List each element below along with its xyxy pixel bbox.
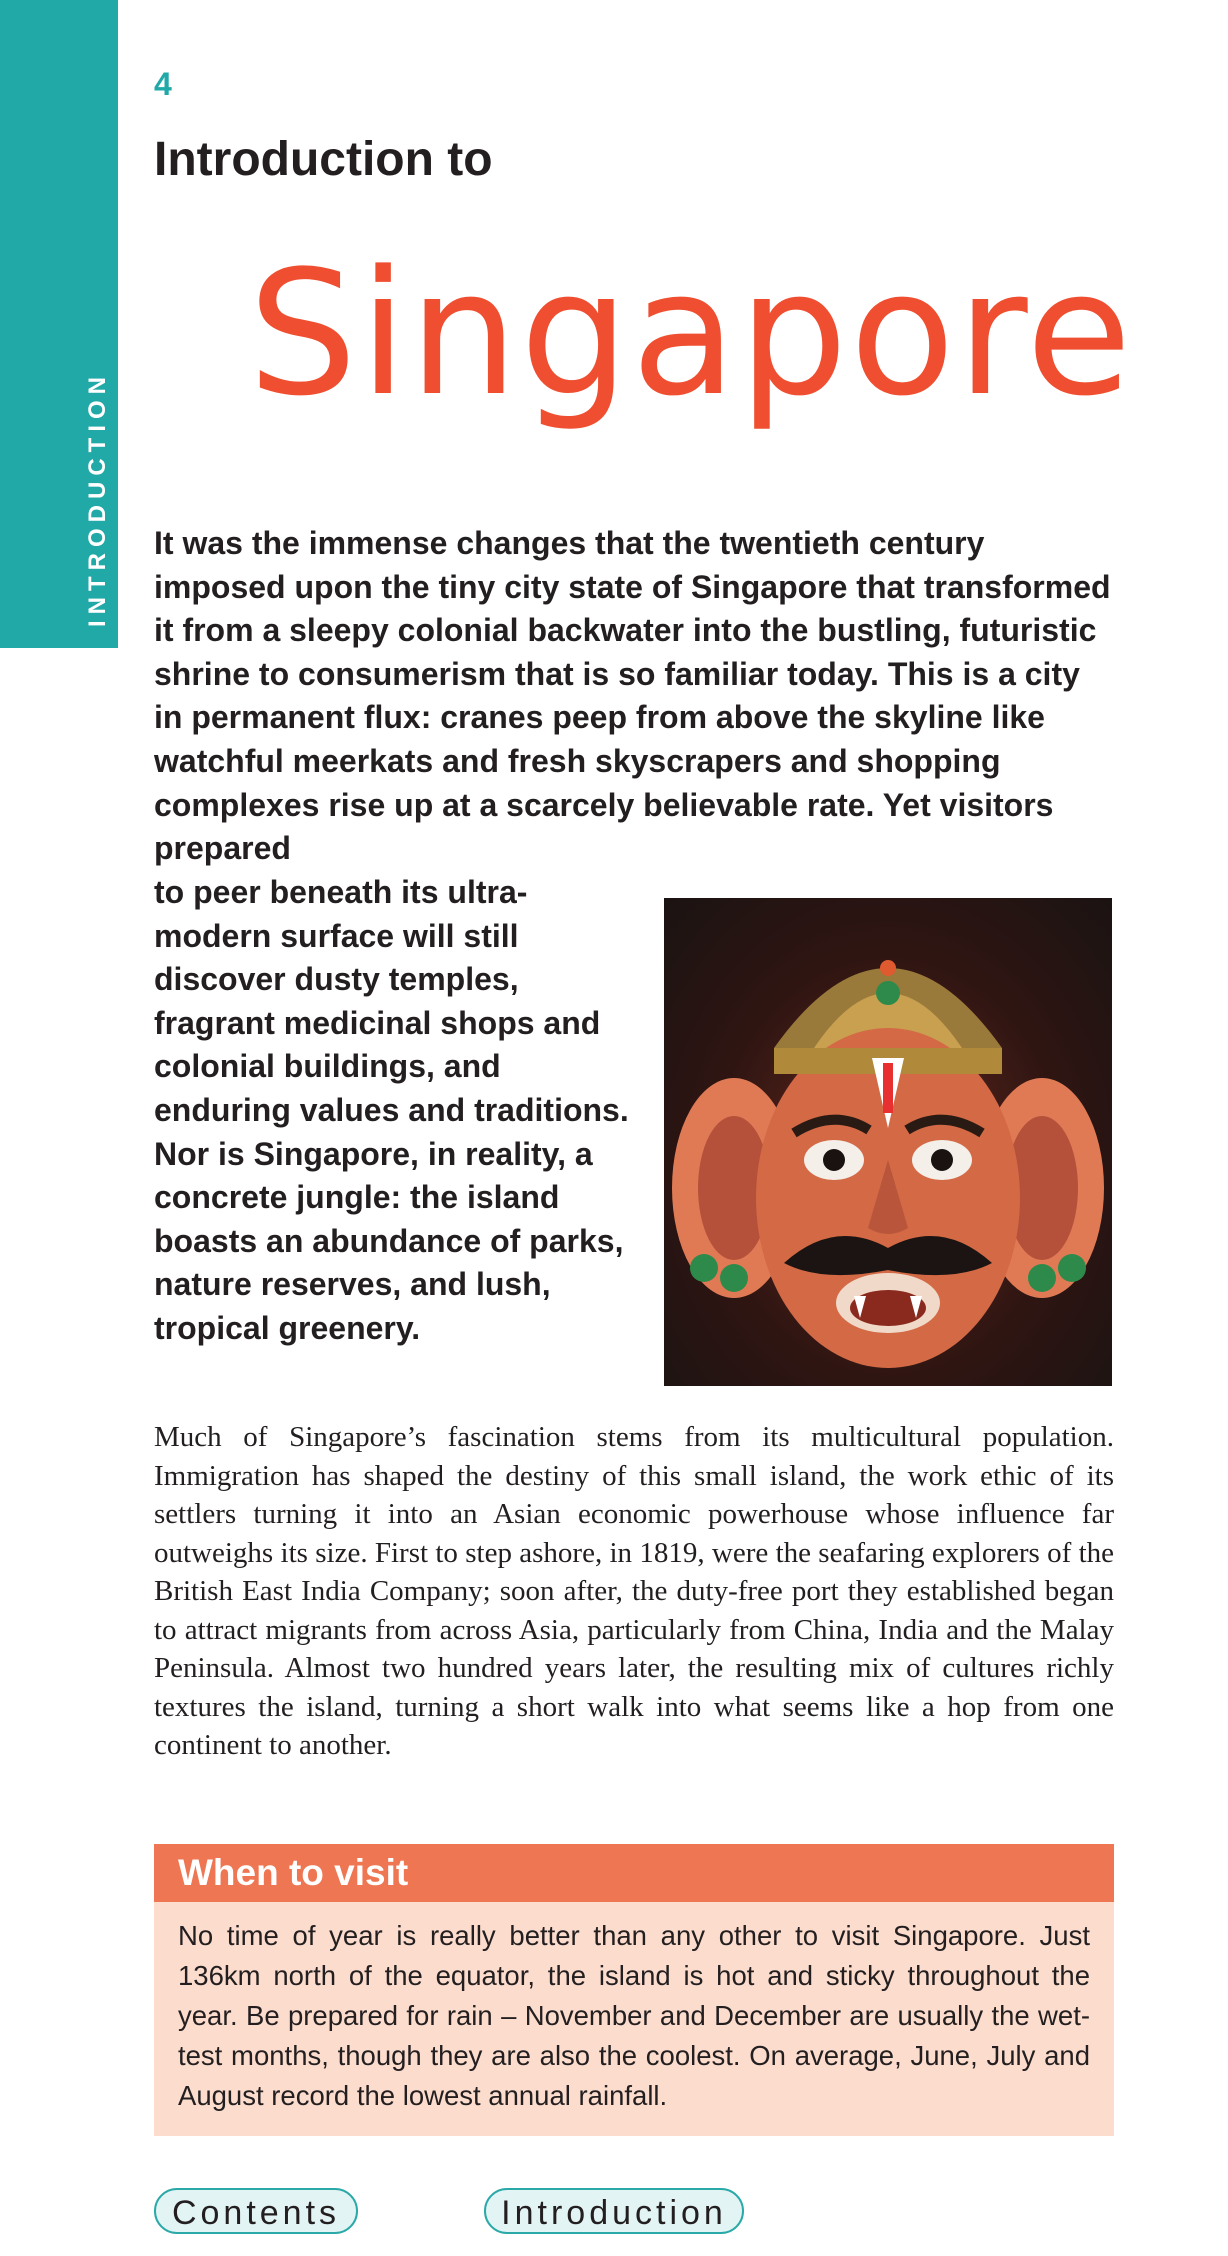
lead-paragraph: It was the immense changes that the twentieth century imposed upon the tiny city state of Singapore that transformed it from a sleepy colonial backwater into the bustling, futuristic shrine to consumerism that is so familiar today. This is a city in permanent flux: cranes peep from above the skyline like watchful meerkats and fresh skyscrapers and shopping complexes rise up at a scarcely believable rate. Yet visitors prepared — [154, 525, 1111, 867]
page-title: Singapore — [248, 233, 1134, 434]
page-number: 4 — [154, 66, 172, 102]
when-to-visit-text: No time of year is really better than any other to visit Singapore. Just 136km north of the equator, the island is hot and sticky throughout the year. Be prepared for rain – November and December are usually the wet-test months, though they are also the coolest. On average, June, July and August record the lowest annual rainfall. — [178, 1920, 1090, 2111]
page-subtitle: Introduction to — [154, 133, 493, 186]
introduction-button[interactable]: Introduction — [484, 2188, 744, 2234]
section-side-tab — [0, 0, 118, 648]
when-to-visit-box — [154, 1844, 1114, 2136]
body-paragraph: Much of Singapore’s fascination stems from its multicultural population. Immigration has shaped the destiny of this small island, the work ethic of its settlers turning it into an Asian economic powerhouse whose influence far outweighs its size. First to step ashore, in 1819, were the seafaring explorers of the British East India Company; soon after, the duty-free port they established began to attract migrants from across Asia, particularly from China, India and the Malay Peninsula. Almost two hundred years later, the resulting mix of cultures richly textures the island, turning a short walk into what seems like a hop from one continent to another. — [154, 1421, 1114, 1761]
contents-button[interactable]: Contents — [154, 2188, 358, 2234]
lead-paragraph-continued: to peer beneath its ultra-modern surface will still discover dusty temples, fragrant medicinal shops and colonial buildings, and enduring values and traditions. Nor is Singapore, in reality, a concrete jungle: the island boasts an abundance of parks, nature reserves, and lush, tropical greenery. — [154, 874, 629, 1346]
carved-mask-photo — [664, 898, 1112, 1386]
section-label: INTRODUCTION — [84, 371, 111, 627]
when-to-visit-title: When to visit — [154, 1844, 1114, 1902]
